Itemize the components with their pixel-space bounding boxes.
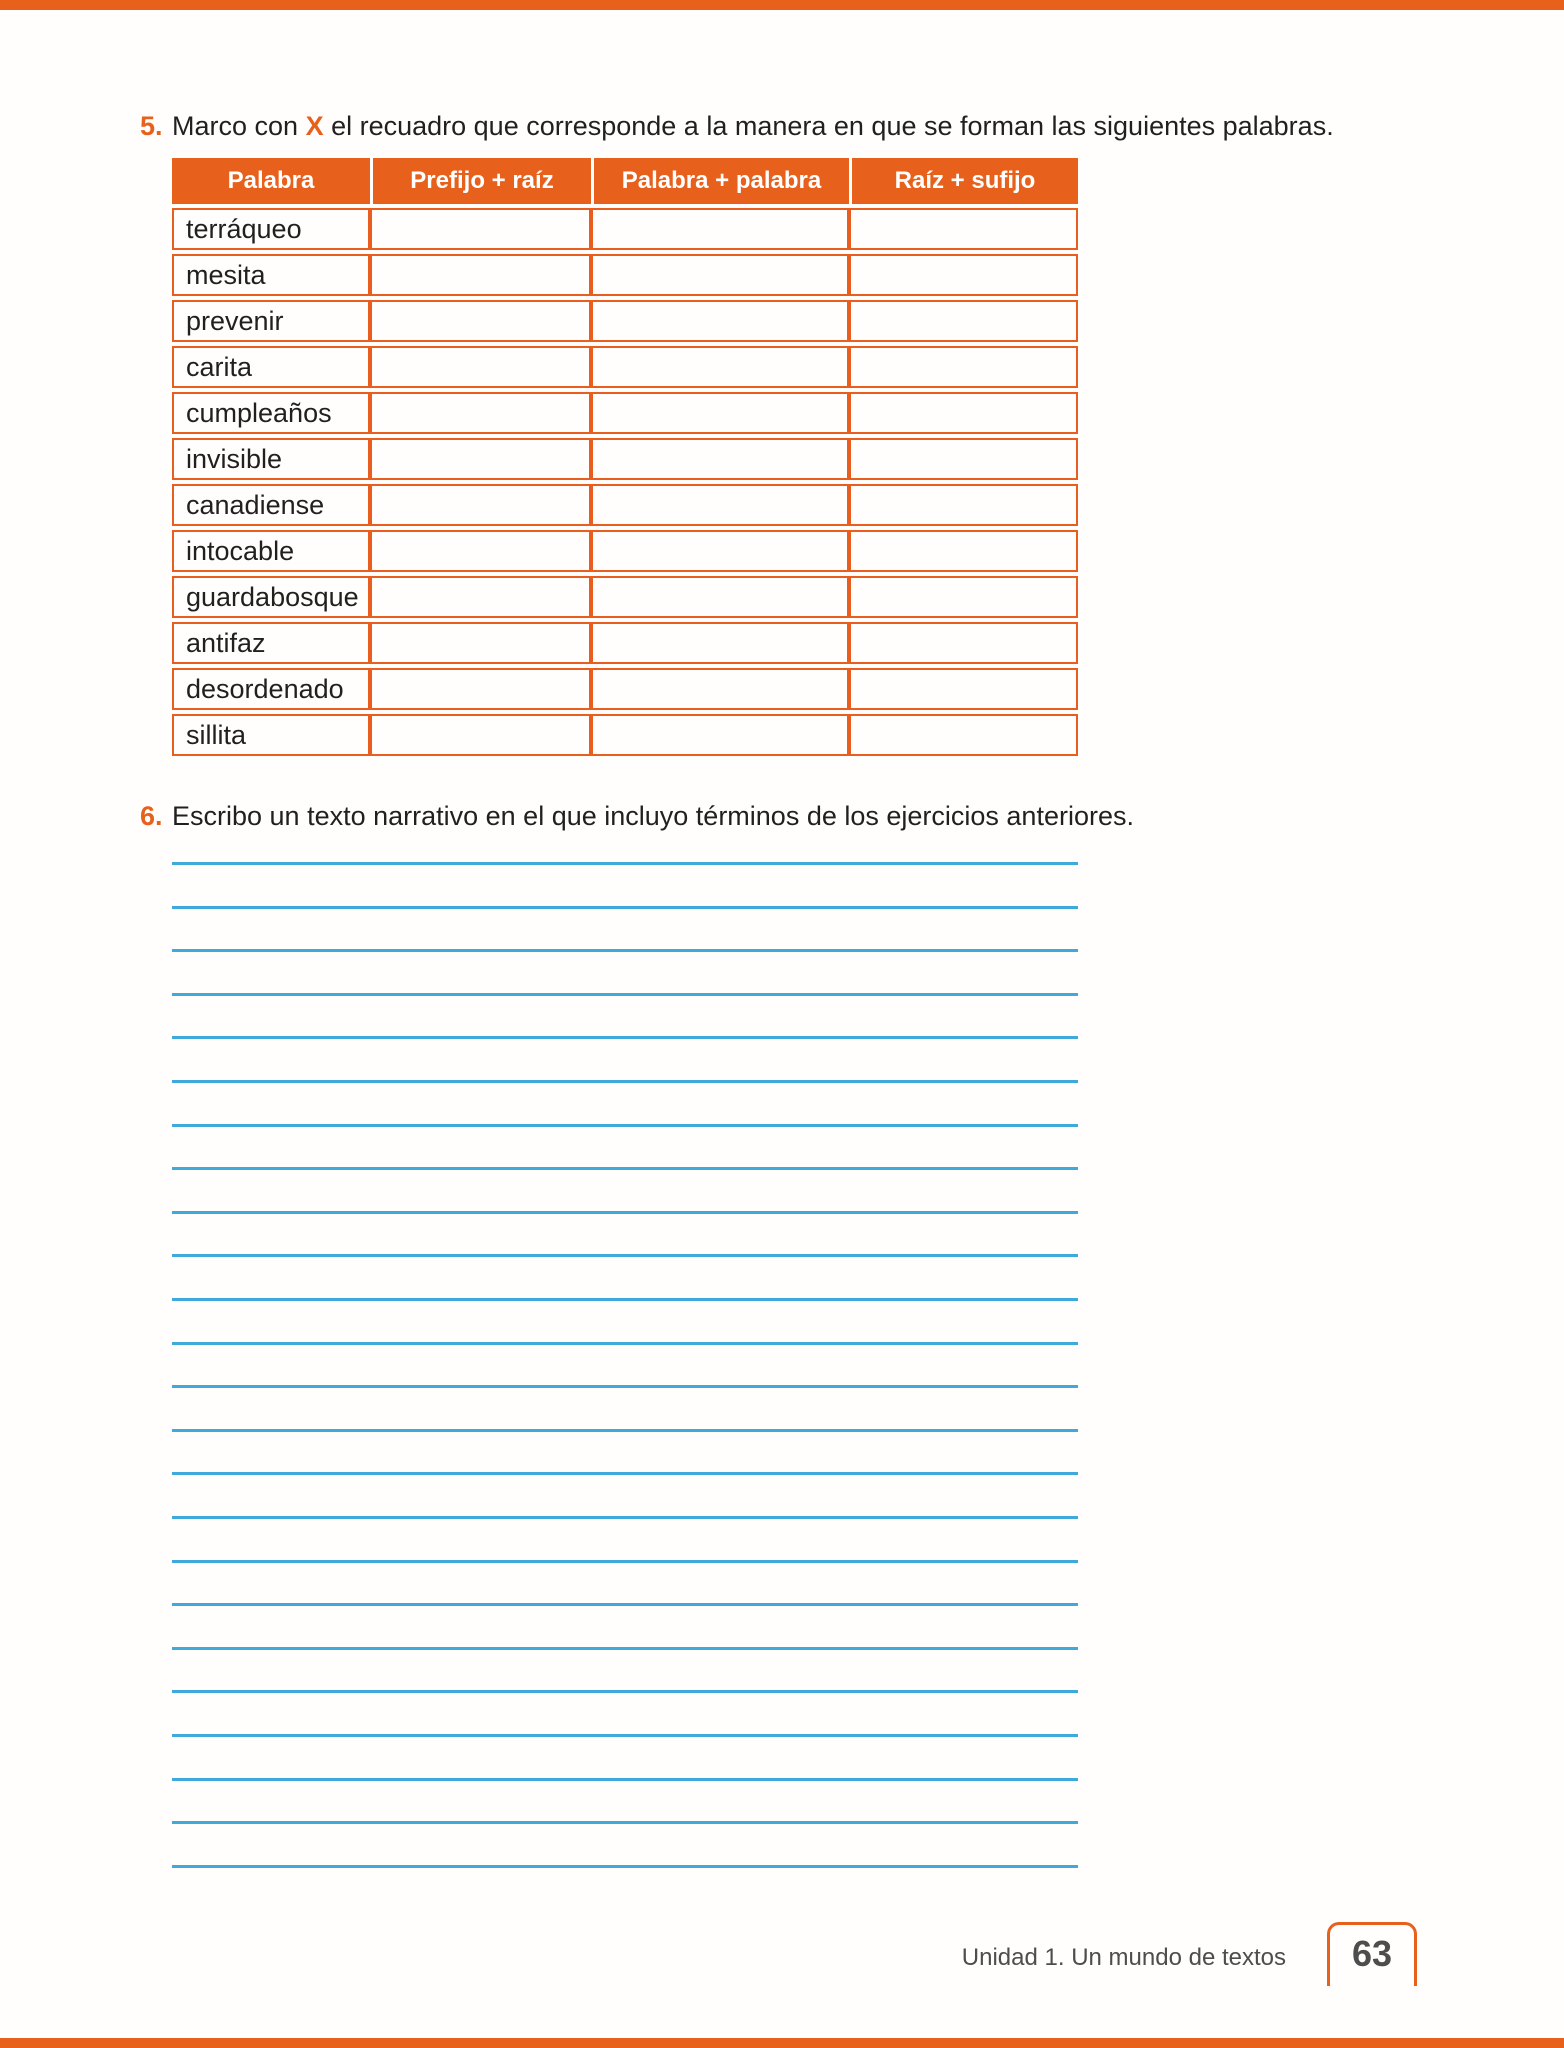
answer-cell — [849, 208, 1078, 250]
answer-cell — [370, 484, 591, 526]
exercise-5-text-after: el recuadro que corresponde a la manera en que se forman las siguientes palabras. — [323, 111, 1334, 141]
page-number-box — [1327, 1922, 1417, 1986]
exercise-6-heading — [140, 800, 1480, 832]
column-header-palabra: Palabra — [172, 158, 370, 204]
table-row — [172, 484, 1078, 526]
word-cell: intocable — [172, 530, 370, 572]
exercise-6-text: Escribo un texto narrativo en el que incluyo términos de los ejercicios anteriores. — [172, 801, 1134, 831]
answer-cell — [591, 484, 849, 526]
writing-line — [172, 1342, 1078, 1345]
answer-cell — [370, 576, 591, 618]
answer-cell — [591, 576, 849, 618]
writing-line — [172, 993, 1078, 996]
answer-cell — [849, 530, 1078, 572]
writing-line — [172, 1167, 1078, 1170]
column-header-prefijo-raiz: Prefijo + raíz — [370, 158, 591, 204]
table-row — [172, 346, 1078, 388]
answer-cell — [370, 668, 591, 710]
table-row — [172, 392, 1078, 434]
writing-line — [172, 1211, 1078, 1214]
answer-cell — [370, 346, 591, 388]
answer-cell — [591, 438, 849, 480]
answer-cell — [849, 714, 1078, 756]
answer-cell — [370, 438, 591, 480]
writing-line — [172, 1647, 1078, 1650]
word-cell: desordenado — [172, 668, 370, 710]
answer-cell — [849, 484, 1078, 526]
writing-line — [172, 1124, 1078, 1127]
answer-cell — [849, 392, 1078, 434]
table-row — [172, 208, 1078, 250]
column-header-palabra-palabra: Palabra + palabra — [591, 158, 849, 204]
writing-line — [172, 1865, 1078, 1868]
answer-cell — [591, 346, 849, 388]
answer-cell — [849, 622, 1078, 664]
writing-line — [172, 1429, 1078, 1432]
answer-cell — [591, 300, 849, 342]
answer-cell — [591, 530, 849, 572]
answer-cell — [849, 576, 1078, 618]
table-row — [172, 300, 1078, 342]
word-table-header — [172, 158, 1078, 204]
exercise-5-heading — [140, 110, 1480, 142]
exercise-5-number: 5. — [140, 111, 163, 141]
exercise-5-x-marker: X — [305, 111, 324, 141]
writing-line — [172, 1560, 1078, 1563]
answer-cell — [591, 208, 849, 250]
answer-cell — [370, 208, 591, 250]
answer-cell — [591, 254, 849, 296]
column-header-raiz-sufijo: Raíz + sufijo — [849, 158, 1078, 204]
word-cell: sillita — [172, 714, 370, 756]
writing-line — [172, 949, 1078, 952]
writing-line — [172, 1298, 1078, 1301]
writing-line — [172, 1821, 1078, 1824]
page-number: 63 — [1351, 1932, 1393, 1974]
table-row — [172, 576, 1078, 618]
writing-line — [172, 1080, 1078, 1083]
exercise-5-text-before: Marco con — [172, 111, 306, 141]
answer-cell — [849, 668, 1078, 710]
answer-cell — [849, 438, 1078, 480]
word-cell: invisible — [172, 438, 370, 480]
answer-cell — [370, 530, 591, 572]
answer-cell — [370, 300, 591, 342]
writing-line — [172, 1778, 1078, 1781]
word-cell: canadiense — [172, 484, 370, 526]
writing-line — [172, 862, 1078, 865]
top-edge-bar — [0, 0, 1564, 10]
exercise-6-number: 6. — [140, 801, 163, 831]
word-formation-table — [172, 154, 1078, 760]
table-row — [172, 622, 1078, 664]
writing-line — [172, 1690, 1078, 1693]
bottom-edge-bar — [0, 2038, 1564, 2048]
word-table-body — [172, 208, 1078, 756]
writing-line — [172, 1516, 1078, 1519]
word-cell: mesita — [172, 254, 370, 296]
table-row — [172, 530, 1078, 572]
writing-area — [172, 862, 1078, 1872]
answer-cell — [370, 714, 591, 756]
writing-line — [172, 1734, 1078, 1737]
answer-cell — [849, 254, 1078, 296]
writing-line — [172, 1472, 1078, 1475]
answer-cell — [370, 254, 591, 296]
table-row — [172, 714, 1078, 756]
answer-cell — [591, 392, 849, 434]
table-row — [172, 438, 1078, 480]
writing-line — [172, 1603, 1078, 1606]
table-row — [172, 254, 1078, 296]
answer-cell — [370, 392, 591, 434]
footer-unit-label: Unidad 1. Un mundo de textos — [961, 1944, 1286, 1971]
answer-cell — [849, 300, 1078, 342]
answer-cell — [370, 622, 591, 664]
writing-line — [172, 1036, 1078, 1039]
word-cell: guardabosque — [172, 576, 370, 618]
word-cell: antifaz — [172, 622, 370, 664]
word-cell: terráqueo — [172, 208, 370, 250]
word-cell: prevenir — [172, 300, 370, 342]
word-cell: carita — [172, 346, 370, 388]
table-row — [172, 668, 1078, 710]
answer-cell — [849, 346, 1078, 388]
answer-cell — [591, 622, 849, 664]
word-cell: cumpleaños — [172, 392, 370, 434]
writing-line — [172, 906, 1078, 909]
answer-cell — [591, 714, 849, 756]
writing-line — [172, 1385, 1078, 1388]
answer-cell — [591, 668, 849, 710]
writing-line — [172, 1254, 1078, 1257]
